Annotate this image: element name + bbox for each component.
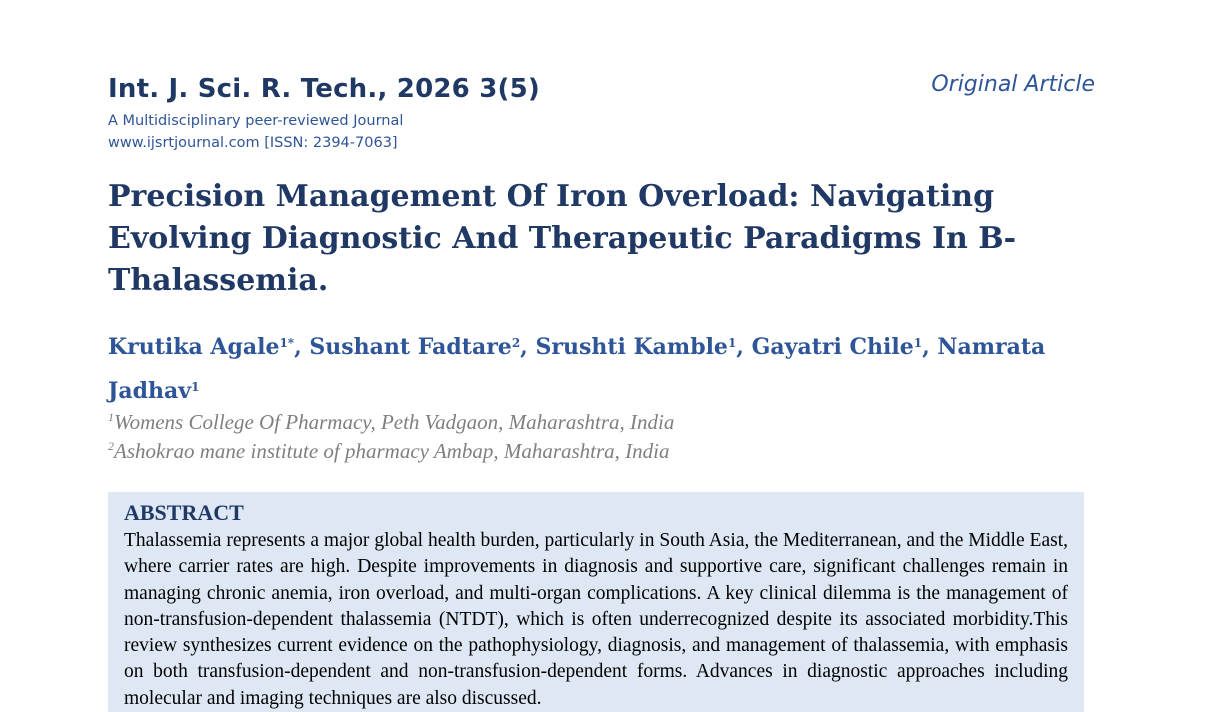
author-name: Namrata Jadhav	[108, 334, 1046, 404]
author-affiliation-marker: 1	[191, 380, 200, 394]
author-affiliation-marker: 1	[913, 336, 923, 350]
affiliation-number: 2	[108, 439, 114, 453]
author-name: Gayatri Chile	[751, 334, 914, 360]
affiliation-text: Ashokrao mane institute of pharmacy Ambap, Maharashtra, India	[114, 439, 670, 463]
journal-url[interactable]: www.ijsrtjournal.com [ISSN: 2394-7063]	[108, 135, 398, 151]
abstract-heading: ABSTRACT	[124, 500, 244, 525]
affiliation	[108, 410, 674, 435]
affiliation-text: Womens College Of Pharmacy, Peth Vadgaon, Maharashtra, India	[114, 410, 675, 434]
author-name: Sushant Fadtare	[309, 334, 512, 360]
author-affiliation-marker: 1	[727, 336, 737, 350]
paper-title: Precision Management Of Iron Overload: Navigating Evolving Diagnostic And Therapeutic Paradigms In Β-Thalassemia.	[108, 179, 1017, 298]
abstract-text: Thalassemia represents a major global health burden, particularly in South Asia, the Mediterranean, and the Middle East, where carrier rates are high. Despite improvements in diagnosis and supportive care, significant challenges remain in managing chronic anemia, iron overload, and multi-organ complications. A key clinical dilemma is the management of non-transfusion-dependent thalassemia (NTDT), which is often underrecognized despite its associated morbidity.This review synthesizes current evidence on the pathophysiology, diagnosis, and management of thalassemia, with emphasis on both transfusion-dependent and non-transfusion-dependent forms. Advances in diagnostic approaches including molecular and imaging techniques are also discussed.	[124, 530, 1068, 709]
journal-subtitle: A Multidisciplinary peer-reviewed Journal	[108, 113, 404, 129]
article-type: Original Article	[931, 72, 1095, 97]
author-affiliation-marker: 1*	[279, 336, 295, 350]
author-list: Krutika Agale$^{1*}$, Sushant Fadtare$^2$, Srushti Kamble$^1$, Gayatri Chile$^1$, Namrata Jadhav$^1$	[108, 334, 1046, 404]
abstract-box	[108, 492, 1084, 712]
author-affiliation-marker: 2	[511, 336, 521, 350]
journal-title: Int. J. Sci. R. Tech., 2026 3(5)	[108, 74, 540, 104]
author-name: Krutika Agale	[108, 334, 280, 360]
affiliation	[108, 439, 670, 464]
affiliation-number: 1	[108, 410, 114, 424]
author-name: Srushti Kamble	[535, 334, 728, 360]
